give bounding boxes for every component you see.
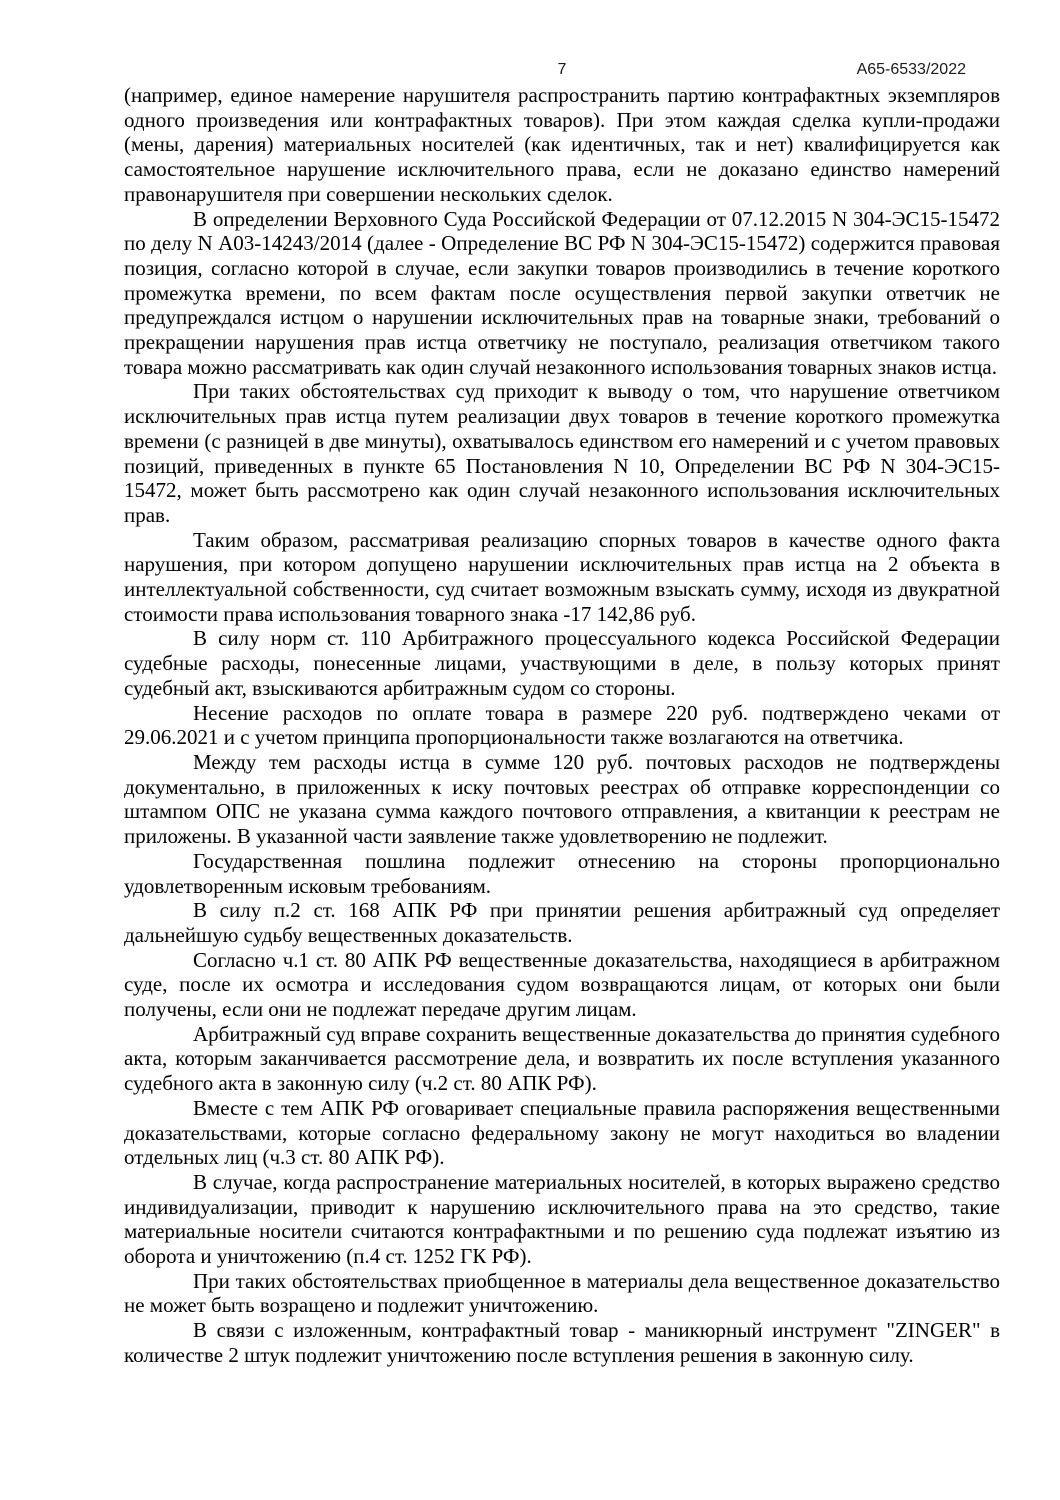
paragraph: При таких обстоятельствах приобщенное в материалы дела вещественное доказательство не может быть возращено и подлежит уничтожению. <box>124 1268 1000 1318</box>
page-header <box>124 60 1000 80</box>
paragraph: Вместе с тем АПК РФ оговаривает специальные правила распоряжения вещественными доказательствами, которые согласно федеральному закону не могут находиться во владении отдельных лиц (ч.3 ст. 80 АПК РФ). <box>124 1095 1000 1170</box>
paragraph: Арбитражный суд вправе сохранить вещественные доказательства до принятия судебного акта, которым заканчивается рассмотрение дела, и возвратить их после вступления указанного судебного акта в законную силу (ч.2 ст. 80 АПК РФ). <box>124 1021 1000 1096</box>
case-number: А65-6533/2022 <box>856 61 966 78</box>
page-number: 7 <box>557 61 567 78</box>
paragraph: В определении Верховного Суда Российской Федерации от 07.12.2015 N 304-ЭС15-15472 по делу N А03-14243/2014 (далее - Определение ВС РФ N 304-ЭС15-15472) содержится правовая позиция, согласно которой в случае, если закупки товаров производились в течение короткого промежутка времени, по всем фактам после осуществления первой закупки ответчик не предупреждался истцом о нарушении исключительных прав на товарные знаки, требований о прекращении нарушения прав истца ответчику не поступало, реализация ответчиком такого товара можно рассматривать как один случай незаконного использования товарных знаков истца. <box>124 206 1000 379</box>
paragraph: В случае, когда распространение материальных носителей, в которых выражено средство индивидуализации, приводит к нарушению исключительного права на это средство, такие материальные носители считаются контрафактными и по решению суда подлежат изъятию из оборота и уничтожению (п.4 ст. 1252 ГК РФ). <box>124 1169 1000 1269</box>
paragraph: В силу п.2 ст. 168 АПК РФ при принятии решения арбитражный суд определяет дальнейшую судьбу вещественных доказательств. <box>124 898 1000 947</box>
paragraph: В силу норм ст. 110 Арбитражного процессуального кодекса Российской Федерации судебные расходы, понесенные лицами, участвующими в деле, в пользу которых принят судебный акт, взыскиваются арбитражным судом со стороны. <box>124 626 1000 700</box>
paragraph: При таких обстоятельствах суд приходит к выводу о том, что нарушение ответчиком исключительных прав истца путем реализации двух товаров в течение короткого промежутка времени (с разницей в две минуты), охватывалось единством его намерений и с учетом правовых позиций, приведенных в пункте 65 Постановления N 10, Определении ВС РФ N 304-ЭС15-15472, может быть рассмотрено как один случай незаконного использования исключительных прав. <box>124 379 1000 527</box>
paragraph: Несение расходов по оплате товара в размере 220 руб. подтверждено чеками от 29.06.2021 и с учетом принципа пропорциональности также возлагаются на ответчика. <box>124 700 1000 750</box>
paragraph: Таким образом, рассматривая реализацию спорных товаров в качестве одного факта нарушения, при котором допущено нарушении исключительных прав истца на 2 объекта в интеллектуальной собственности, суд считает возможным взыскать сумму, исходя из двукратной стоимости права использования товарного знака -17 142,86 руб. <box>124 527 1000 626</box>
paragraph: (например, единое намерение нарушителя распространить партию контрафактных экземпляров одного произведения или контрафактных товаров). При этом каждая сделка купли-продажи (мены, дарения) материальных носителей (как идентичных, так и нет) квалифицируется как самостоятельное нарушение исключительного права, если не доказано единство намерений правонарушителя при совершении нескольких сделок. <box>124 83 1000 206</box>
paragraph: Государственная пошлина подлежит отнесению на стороны пропорционально удовлетворенным исковым требованиям. <box>124 848 1000 898</box>
paragraph: Между тем расходы истца в сумме 120 руб. почтовых расходов не подтверждены документально, в приложенных к иску почтовых реестрах об отправке корреспонденции со штампом ОПС не указана сумма каждого почтового отправления, а квитанции к реестрам не приложены. В указанной части заявление также удовлетворению не подлежит. <box>124 749 1000 849</box>
document-body <box>124 83 1000 1368</box>
paragraph: В связи с изложенным, контрафактный товар - маникюрный инструмент "ZINGER" в количестве 2 штук подлежит уничтожению после вступления решения в законную силу. <box>124 1318 1000 1367</box>
paragraph: Согласно ч.1 ст. 80 АПК РФ вещественные доказательства, находящиеся в арбитражном суде, после их осмотра и исследования судом возвращаются лицам, от которых они были получены, если они не подлежат передаче другим лицам. <box>124 947 1000 1022</box>
